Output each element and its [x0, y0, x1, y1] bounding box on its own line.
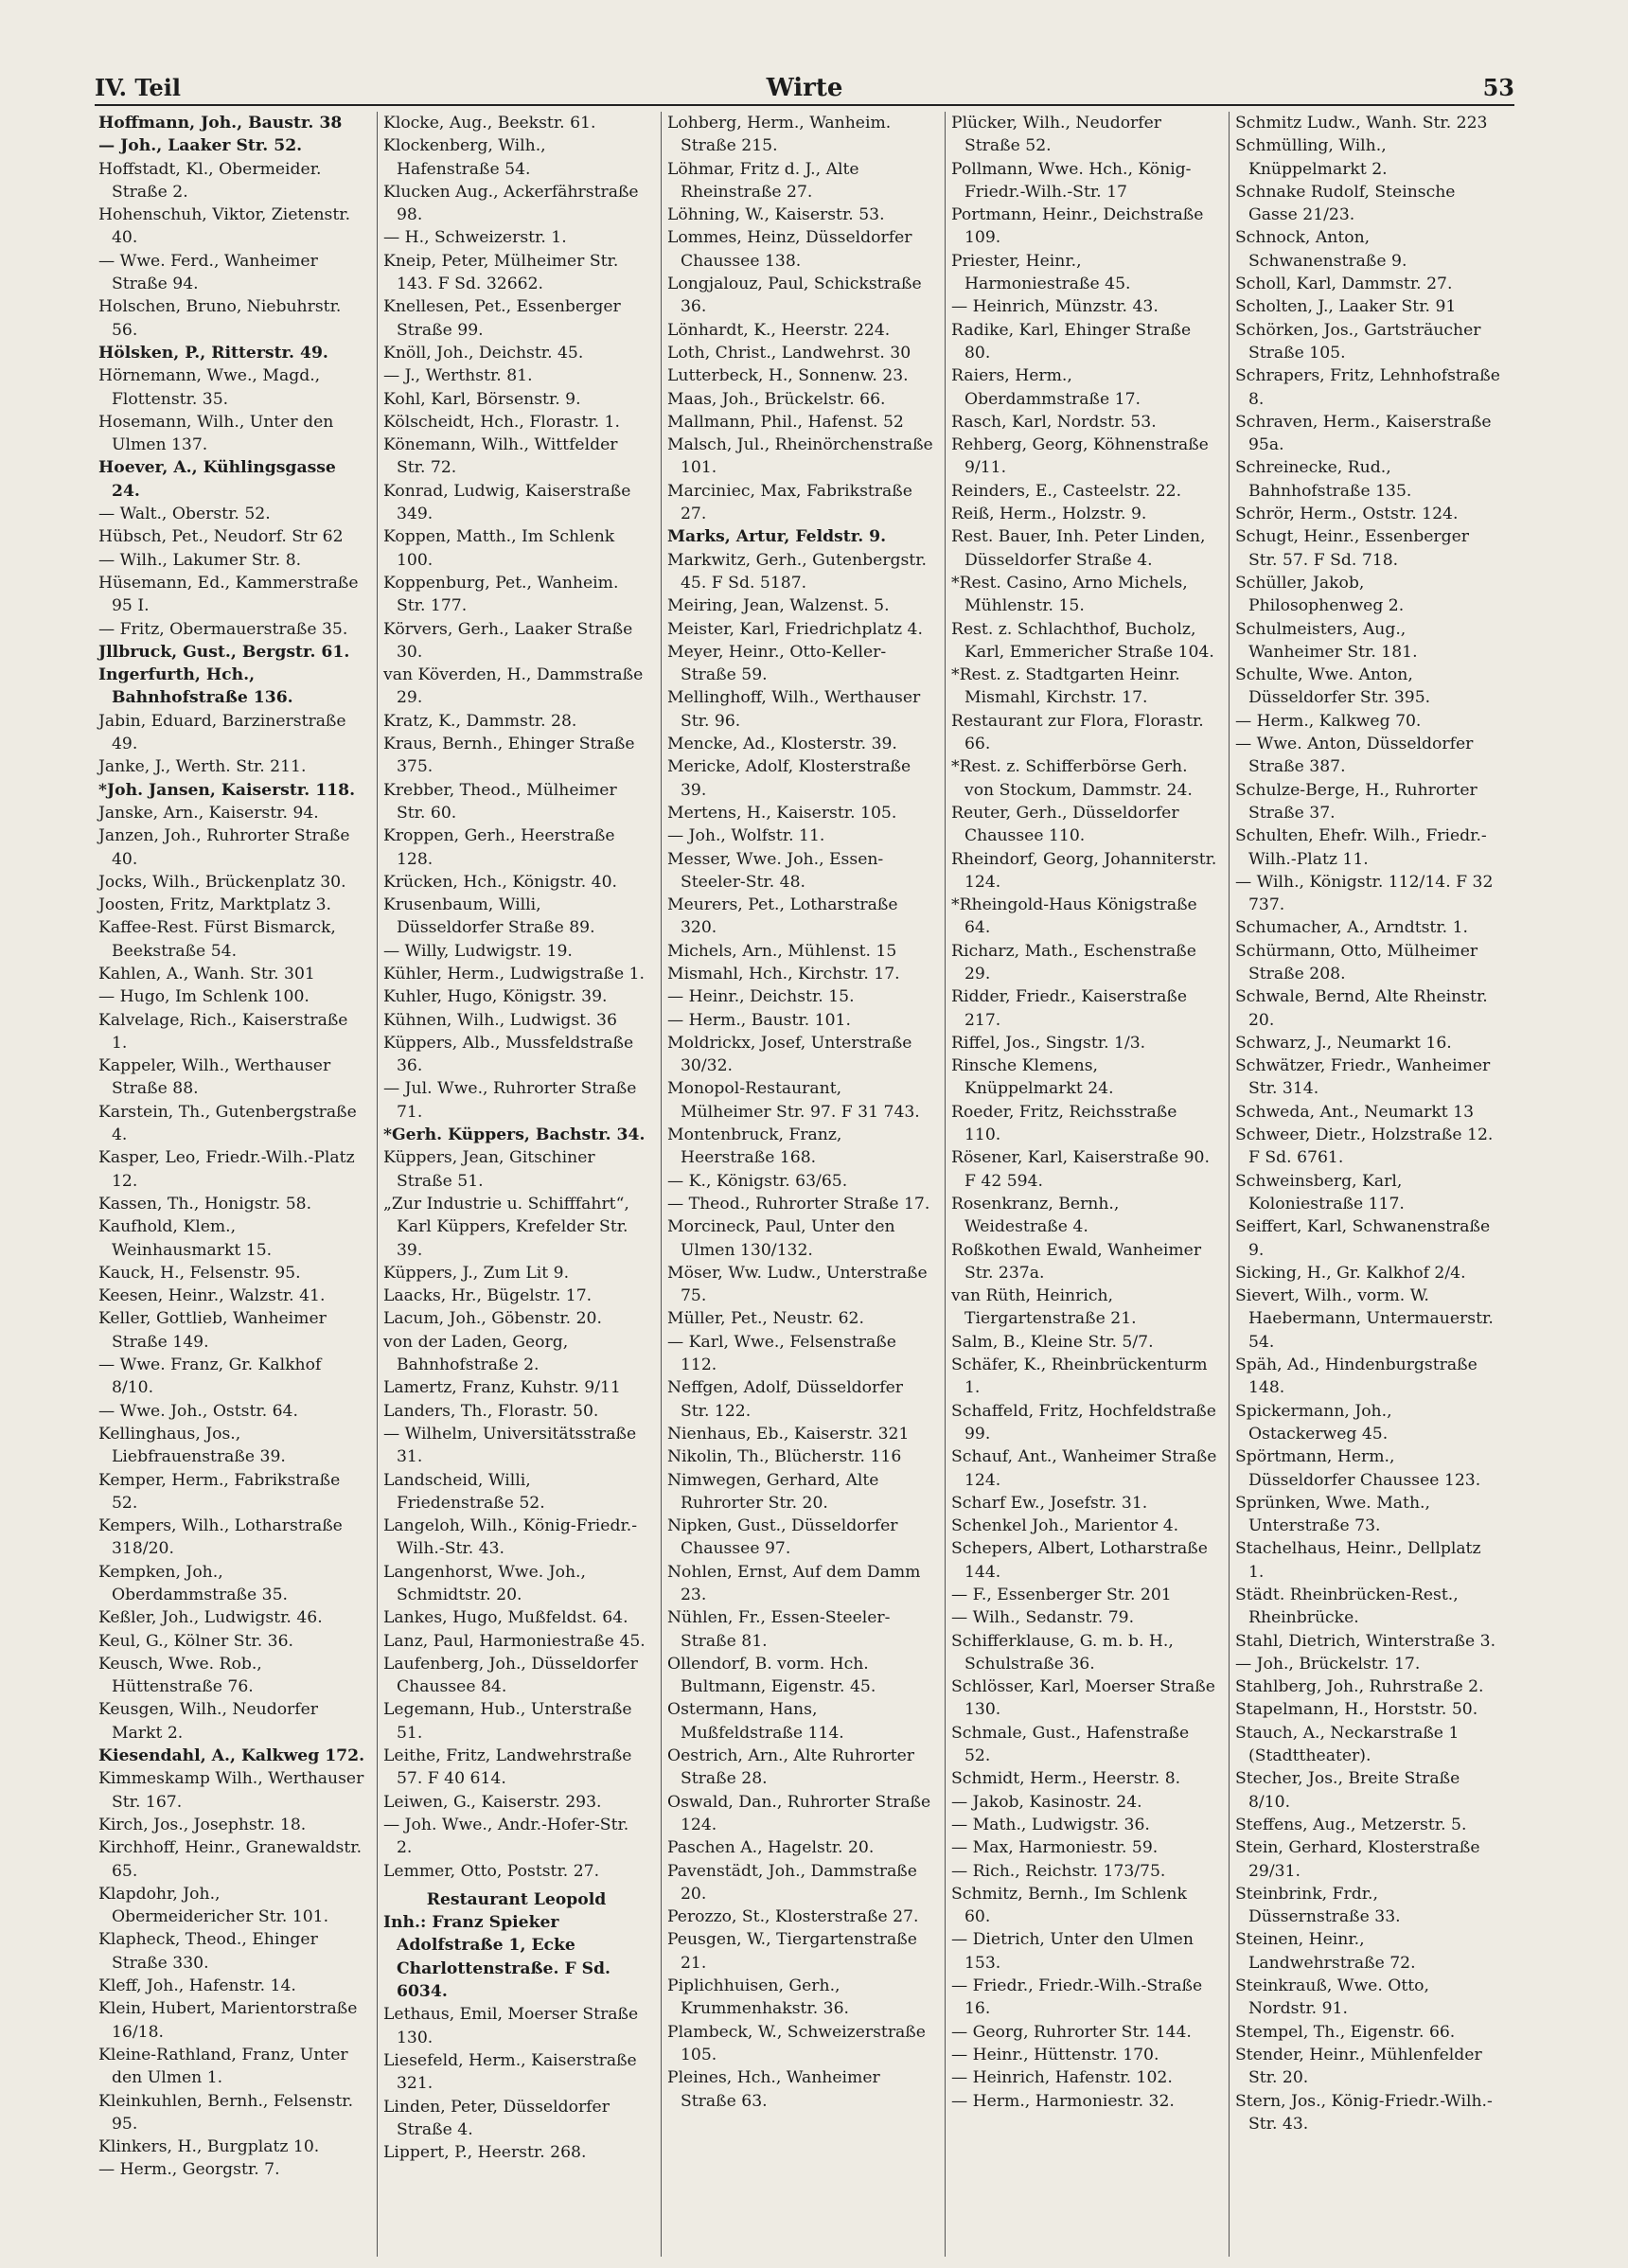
- directory-entry: — Joh. Wwe., Andr.-Hofer-Str. 2.: [383, 1815, 629, 1858]
- directory-entry: Krücken, Hch., Königstr. 40.: [383, 872, 618, 892]
- directory-entry: Marks, Artur, Feldstr. 9.: [667, 527, 887, 547]
- directory-entry: Schauf, Ant., Wanheimer Straße 124.: [951, 1447, 1217, 1490]
- directory-entry: Keesen, Heinr., Walzstr. 41.: [98, 1286, 326, 1306]
- directory-entry: — J., Werthstr. 81.: [383, 366, 533, 386]
- directory-entry: Koppen, Matth., Im Schlenk 100.: [383, 527, 615, 570]
- directory-entry: Hosemann, Wilh., Unter den Ulmen 137.: [98, 412, 334, 455]
- directory-entry: Klocke, Aug., Beekstr. 61.: [383, 114, 596, 133]
- column-2: [377, 112, 653, 2257]
- directory-entry: Schnock, Anton, Schwanenstraße 9.: [1235, 228, 1407, 271]
- directory-entry: Ingerfurth, Hch., Bahnhofstraße 136.: [98, 665, 293, 708]
- directory-entry: Lommes, Heinz, Düsseldorfer Chaussee 138.: [667, 228, 912, 271]
- directory-entry: Hohenschuh, Viktor, Zietenstr. 40.: [98, 205, 351, 248]
- directory-entry: Pollmann, Wwe. Hch., König-Friedr.-Wilh.-Str. 17: [951, 159, 1192, 202]
- directory-entry: Scharf Ew., Josefstr. 31.: [951, 1493, 1148, 1513]
- directory-entry: Keusch, Wwe. Rob., Hüttenstraße 76.: [98, 1654, 262, 1697]
- directory-entry: Scholten, J., Laaker Str. 91: [1235, 297, 1457, 317]
- directory-entry: — Herm., Harmoniestr. 32.: [951, 2091, 1175, 2111]
- page-header: [95, 74, 1514, 114]
- directory-entry: Steffens, Aug., Metzerstr. 5.: [1235, 1815, 1467, 1834]
- directory-entry: Laacks, Hr., Bügelstr. 17.: [383, 1286, 593, 1306]
- directory-entry: Riffel, Jos., Singstr. 1/3.: [951, 1033, 1146, 1053]
- directory-entry: Krebber, Theod., Mülheimer Str. 60.: [383, 780, 617, 823]
- directory-entry: Landscheid, Willi, Friedenstraße 52.: [383, 1470, 545, 1513]
- directory-entry: Ostermann, Hans, Mußfeldstraße 114.: [667, 1700, 844, 1743]
- directory-entry: Malsch, Jul., Rheinörchenstraße 101.: [667, 435, 933, 478]
- directory-entry: — K., Königstr. 63/65.: [667, 1171, 848, 1191]
- directory-entry: Schäfer, K., Rheinbrückenturm 1.: [951, 1355, 1208, 1398]
- directory-entry: — Wwe. Franz, Gr. Kalkhof 8/10.: [98, 1355, 322, 1398]
- directory-entry: Kalvelage, Rich., Kaiserstraße 1.: [98, 1010, 348, 1053]
- directory-entry: Kassen, Th., Honigstr. 58.: [98, 1194, 312, 1214]
- directory-entry: Lönhardt, K., Heerstr. 224.: [667, 320, 891, 340]
- directory-entry: — Jul. Wwe., Ruhrorter Straße 71.: [383, 1079, 637, 1122]
- directory-entry: Stahl, Dietrich, Winterstraße 3.: [1235, 1631, 1496, 1651]
- directory-entry: Leiwen, G., Kaiserstr. 293.: [383, 1792, 602, 1812]
- directory-entry: Stahlberg, Joh., Ruhrstraße 2.: [1235, 1677, 1484, 1697]
- directory-entry: Liesefeld, Herm., Kaiserstraße 321.: [383, 2050, 637, 2094]
- directory-entry: Schmitz Ludw., Wanh. Str. 223: [1235, 114, 1488, 133]
- directory-entry: Rest. Bauer, Inh. Peter Linden, Düsseldorfer Straße 4.: [951, 527, 1206, 570]
- directory-entry: Langenhorst, Wwe. Joh., Schmidtstr. 20.: [383, 1562, 586, 1604]
- directory-entry: — Wilh., Lakumer Str. 8.: [98, 550, 302, 570]
- directory-entry: Portmann, Heinr., Deichstraße 109.: [951, 205, 1204, 248]
- directory-entry: Kappeler, Wilh., Werthauser Straße 88.: [98, 1056, 331, 1099]
- directory-entry: Kuhler, Hugo, Königstr. 39.: [383, 987, 608, 1007]
- directory-entry: Rosenkranz, Bernh., Weidestraße 4.: [951, 1194, 1120, 1237]
- directory-entry: Perozzo, St., Klosterstraße 27.: [667, 1907, 919, 1927]
- directory-entry: Messer, Wwe. Joh., Essen-Steeler-Str. 48.: [667, 849, 884, 892]
- directory-entry: Michels, Arn., Mühlenst. 15: [667, 941, 897, 961]
- directory-entry: Steinkrauß, Wwe. Otto, Nordstr. 91.: [1235, 1976, 1429, 2019]
- directory-entry: Hoever, A., Kühlingsgasse 24.: [98, 458, 336, 501]
- directory-entry: — F., Essenberger Str. 201: [951, 1586, 1172, 1604]
- directory-entry: Küppers, Jean, Gitschiner Straße 51.: [383, 1148, 595, 1191]
- directory-entry: — Wwe. Ferd., Wanheimer Straße 94.: [98, 251, 318, 294]
- directory-entry: Rinsche Klemens, Knüppelmarkt 24.: [951, 1056, 1114, 1099]
- directory-entry: „Zur Industrie u. Schifffahrt“, Karl Küppers, Krefelder Str. 39.: [383, 1194, 629, 1260]
- directory-entry: Holschen, Bruno, Niebuhrstr. 56.: [98, 297, 342, 340]
- directory-entry: Lemmer, Otto, Poststr. 27.: [383, 1861, 600, 1881]
- directory-entry: Kirchhoff, Heinr., Granewaldstr. 65.: [98, 1838, 363, 1881]
- directory-entry: Küppers, J., Zum Lit 9.: [383, 1263, 570, 1283]
- directory-entry: *Rest. z. Stadtgarten Heinr. Mismahl, Kirchstr. 17.: [951, 665, 1180, 708]
- directory-entry: Hörnemann, Wwe., Magd., Flottenstr. 35.: [98, 366, 321, 409]
- directory-entry: — Heinrich, Hafenstr. 102.: [951, 2068, 1173, 2088]
- directory-entry: Schenkel Joh., Marientor 4.: [951, 1516, 1179, 1536]
- directory-entry: Rest. z. Schlachthof, Bucholz, Karl, Emmericher Straße 104.: [951, 619, 1214, 662]
- directory-entry: Klapdohr, Joh., Obermeidericher Str. 101.: [98, 1884, 329, 1927]
- directory-entry: — Hugo, Im Schlenk 100.: [98, 987, 310, 1007]
- directory-entry: Nipken, Gust., Düsseldorfer Chaussee 97.: [667, 1516, 898, 1559]
- column-4: [945, 112, 1221, 2257]
- directory-entry: Stapelmann, H., Horststr. 50.: [1235, 1700, 1478, 1720]
- directory-entry: Schulte, Wwe. Anton, Düsseldorfer Str. 395.: [1235, 665, 1431, 708]
- directory-entry: Kleinkuhlen, Bernh., Felsenstr. 95.: [98, 2091, 354, 2134]
- directory-entry: Priester, Heinr., Harmoniestraße 45.: [951, 251, 1131, 294]
- directory-entry: van Köverden, H., Dammstraße 29.: [383, 665, 644, 708]
- directory-entry: Schwale, Bernd, Alte Rheinstr. 20.: [1235, 987, 1488, 1030]
- directory-entry: von der Laden, Georg, Bahnhofstraße 2.: [383, 1332, 569, 1375]
- directory-entry: Schifferklause, G. m. b. H., Schulstraße 36.: [951, 1631, 1174, 1674]
- directory-entry: Schmitz, Bernh., Im Schlenk 60.: [951, 1884, 1187, 1927]
- page-number: 53: [1482, 74, 1514, 101]
- directory-entry: — Georg, Ruhrorter Str. 144.: [951, 2022, 1192, 2042]
- directory-entry: Kneip, Peter, Mülheimer Str. 143. F Sd. 32662.: [383, 251, 619, 294]
- directory-entry: Konrad, Ludwig, Kaiserstraße 349.: [383, 481, 631, 524]
- directory-entry: Mallmann, Phil., Hafenst. 52: [667, 412, 904, 432]
- directory-entry: Reuter, Gerh., Düsseldorfer Chaussee 110.: [951, 803, 1179, 846]
- directory-entry: Kemper, Herm., Fabrikstraße 52.: [98, 1470, 341, 1513]
- directory-entry: Schugt, Heinr., Essenberger Str. 57. F Sd. 718.: [1235, 527, 1470, 570]
- directory-entry: — Wilhelm, Universitätsstraße 31.: [383, 1424, 637, 1467]
- directory-entry: Nikolin, Th., Blücherstr. 116: [667, 1447, 902, 1467]
- directory-entry: Mellinghoff, Wilh., Werthauser Str. 96.: [667, 688, 921, 731]
- directory-entry: — Dietrich, Unter den Ulmen 153.: [951, 1930, 1194, 1973]
- directory-entry: Legemann, Hub., Unterstraße 51.: [383, 1700, 632, 1743]
- directory-entry: Steinen, Heinr., Landwehrstraße 72.: [1235, 1930, 1416, 1973]
- directory-entry: Koppenburg, Pet., Wanheim. Str. 177.: [383, 573, 619, 616]
- directory-entry: Laufenberg, Joh., Düsseldorfer Chaussee 84.: [383, 1654, 638, 1697]
- directory-entry: Klapheck, Theod., Ehinger Straße 330.: [98, 1930, 318, 1973]
- directory-entry: Raiers, Herm., Oberdammstraße 17.: [951, 366, 1141, 409]
- directory-entry: Spörtmann, Herm., Düsseldorfer Chaussee 123.: [1235, 1447, 1481, 1490]
- directory-entry: Kratz, K., Dammstr. 28.: [383, 711, 577, 731]
- directory-entry: Ollendorf, B. vorm. Hch. Bultmann, Eigenstr. 45.: [667, 1654, 876, 1697]
- directory-entry: Meurers, Pet., Lotharstraße 320.: [667, 895, 898, 938]
- directory-entry: Kauck, H., Felsenstr. 95.: [98, 1263, 301, 1283]
- directory-entry: Montenbruck, Franz, Heerstraße 168.: [667, 1125, 842, 1168]
- directory-entry: Müller, Pet., Neustr. 62.: [667, 1309, 864, 1329]
- directory-entry: Steinbrink, Frdr., Düssernstraße 33.: [1235, 1884, 1401, 1927]
- directory-entry: — Math., Ludwigstr. 36.: [951, 1815, 1150, 1834]
- directory-entry: Nienhaus, Eb., Kaiserstr. 321: [667, 1424, 910, 1444]
- directory-entry: Klein, Hubert, Marientorstraße 16/18.: [98, 1999, 358, 2042]
- directory-entry: Nimwegen, Gerhard, Alte Ruhrorter Str. 20.: [667, 1470, 879, 1513]
- directory-entry: Keller, Gottlieb, Wanheimer Straße 149.: [98, 1309, 327, 1352]
- directory-entry: Ridder, Friedr., Kaiserstraße 217.: [951, 987, 1188, 1030]
- column-5: [1229, 112, 1505, 2257]
- directory-entry: Maas, Joh., Brückelstr. 66.: [667, 389, 886, 409]
- directory-entry: — Heinr., Deichstr. 15.: [667, 987, 855, 1007]
- directory-entry: van Rüth, Heinrich, Tiergartenstraße 21.: [951, 1286, 1137, 1329]
- directory-entry: Schulze-Berge, H., Ruhrorter Straße 37.: [1235, 780, 1478, 823]
- directory-entry: Seiffert, Karl, Schwanenstraße 9.: [1235, 1217, 1491, 1260]
- directory-entry: — H., Schweizerstr. 1.: [383, 228, 567, 248]
- directory-entry: Lippert, P., Heerstr. 268.: [383, 2143, 587, 2163]
- directory-entry: Kaffee-Rest. Fürst Bismarck, Beekstraße 54.: [98, 918, 336, 961]
- directory-entry: Späh, Ad., Hindenburgstraße 148.: [1235, 1355, 1478, 1398]
- directory-entry: Schreinecke, Rud., Bahnhofstraße 135.: [1235, 458, 1412, 501]
- directory-entry: Kasper, Leo, Friedr.-Wilh.-Platz 12.: [98, 1148, 355, 1191]
- directory-entry: Klucken Aug., Ackerfährstraße 98.: [383, 182, 639, 225]
- directory-entry: Stender, Heinr., Mühlenfelder Str. 20.: [1235, 2045, 1482, 2088]
- directory-entry: Lankes, Hugo, Mußfeldst. 64.: [383, 1608, 628, 1628]
- directory-entry: — Herm., Georgstr. 7.: [98, 2160, 280, 2180]
- directory-entry: Küppers, Alb., Mussfeldstraße 36.: [383, 1033, 634, 1076]
- directory-entry: Kahlen, A., Wanh. Str. 301: [98, 964, 315, 983]
- directory-entry: Klinkers, H., Burgplatz 10.: [98, 2137, 320, 2157]
- directory-entry: Lamertz, Franz, Kuhstr. 9/11: [383, 1378, 621, 1398]
- directory-entry: Knellesen, Pet., Essenberger Straße 99.: [383, 297, 621, 340]
- directory-entry: Paschen A., Hagelstr. 20.: [667, 1838, 875, 1858]
- directory-entry: Oswald, Dan., Ruhrorter Straße 124.: [667, 1792, 931, 1834]
- directory-entry: — Max, Harmoniestr. 59.: [951, 1838, 1159, 1858]
- directory-entry: Lohberg, Herm., Wanheim. Straße 215.: [667, 114, 892, 156]
- directory-entry: Schaffeld, Fritz, Hochfeldstraße 99.: [951, 1401, 1216, 1444]
- directory-entry: Kühnen, Wilh., Ludwigst. 36: [383, 1010, 617, 1030]
- directory-entry: Longjalouz, Paul, Schickstraße 36.: [667, 275, 922, 317]
- directory-entry: Janke, J., Werth. Str. 211.: [98, 757, 307, 777]
- directory-entry: Kimmeskamp Wilh., Werthauser Str. 167.: [98, 1769, 364, 1812]
- directory-entry: — Theod., Ruhrorter Straße 17.: [667, 1194, 930, 1214]
- directory-entry: — Walt., Oberstr. 52.: [98, 505, 271, 524]
- directory-entry: Schlösser, Karl, Moerser Straße 130.: [951, 1677, 1215, 1720]
- directory-entry: Neffgen, Adolf, Düsseldorfer Str. 122.: [667, 1378, 904, 1421]
- directory-entry: *Joh. Jansen, Kaiserstr. 118.: [98, 780, 356, 800]
- directory-entry: Kempers, Wilh., Lotharstraße 318/20.: [98, 1516, 343, 1559]
- directory-entry: Restaurant zur Flora, Florastr. 66.: [951, 711, 1204, 754]
- directory-entry: Hölsken, P., Ritterstr. 49.: [98, 343, 328, 363]
- directory-entry: Rasch, Karl, Nordstr. 53.: [951, 412, 1157, 432]
- directory-entry: Richarz, Math., Eschenstraße 29.: [951, 941, 1196, 983]
- directory-entry: Stecher, Jos., Breite Straße 8/10.: [1235, 1769, 1460, 1812]
- directory-entry: Nohlen, Ernst, Auf dem Damm 23.: [667, 1562, 921, 1604]
- directory-entry: Kellinghaus, Jos., Liebfrauenstraße 39.: [98, 1424, 286, 1467]
- directory-entry: Langeloh, Wilh., König-Friedr.-Wilh.-Str. 43.: [383, 1516, 638, 1559]
- directory-entry: Janzen, Joh., Ruhrorter Straße 40.: [98, 826, 350, 869]
- directory-entry: — Heinrich, Münzstr. 43.: [951, 297, 1159, 317]
- directory-entry: — Wilh., Königstr. 112/14. F 32 737.: [1235, 872, 1494, 915]
- directory-entry: Leithe, Fritz, Landwehrstraße 57. F 40 614.: [383, 1746, 632, 1789]
- directory-entry: Joosten, Fritz, Marktplatz 3.: [98, 895, 331, 915]
- directory-entry: Reiß, Herm., Holzstr. 9.: [951, 505, 1147, 524]
- directory-entry: Kühler, Herm., Ludwigstraße 1.: [383, 964, 645, 983]
- directory-entry: — Joh., Laaker Str. 52.: [98, 136, 303, 156]
- directory-entry: Stein, Gerhard, Klosterstraße 29/31.: [1235, 1838, 1480, 1881]
- directory-entry: Lethaus, Emil, Moerser Straße 130.: [383, 2005, 639, 2047]
- directory-entry: Jabin, Eduard, Barzinerstraße 49.: [98, 711, 346, 754]
- directory-entry: Meyer, Heinr., Otto-Keller-Straße 59.: [667, 642, 887, 685]
- directory-entry: — Willy, Ludwigstr. 19.: [383, 941, 573, 961]
- directory-entry: Markwitz, Gerh., Gutenbergstr. 45. F Sd. 5187.: [667, 550, 928, 593]
- header-rule: [95, 104, 1514, 106]
- directory-entry: Schmülling, Wilh., Knüppelmarkt 2.: [1235, 136, 1388, 179]
- directory-entry: — Friedr., Friedr.-Wilh.-Straße 16.: [951, 1976, 1203, 2019]
- directory-entry: Mericke, Adolf, Klosterstraße 39.: [667, 757, 911, 800]
- column-3: [661, 112, 937, 2257]
- directory-entry: Hübsch, Pet., Neudorf. Str 62: [98, 527, 344, 547]
- directory-entry: Schwätzer, Friedr., Wanheimer Str. 314.: [1235, 1056, 1491, 1099]
- directory-entry: Restaurant Leopold: [426, 1889, 607, 1909]
- directory-entry: Kroppen, Gerh., Heerstraße 128.: [383, 826, 615, 869]
- directory-entry: Radike, Karl, Ehinger Straße 80.: [951, 320, 1192, 363]
- directory-entry: Pavenstädt, Joh., Dammstraße 20.: [667, 1861, 917, 1904]
- directory-entry: — Heinr., Hüttenstr. 170.: [951, 2045, 1159, 2064]
- directory-entry: Plambeck, W., Schweizerstraße 105.: [667, 2022, 926, 2064]
- directory-entry: Könemann, Wilh., Wittfelder Str. 72.: [383, 435, 618, 478]
- column-1: [93, 112, 369, 2257]
- page-title: Wirte: [766, 74, 843, 102]
- section-label: IV. Teil: [95, 74, 181, 101]
- directory-entry: Meiring, Jean, Walzenst. 5.: [667, 596, 890, 616]
- directory-entry: Schweda, Ant., Neumarkt 13: [1235, 1102, 1475, 1122]
- directory-entry: *Gerh. Küppers, Bachstr. 34.: [383, 1125, 646, 1145]
- directory-entry: Jllbruck, Gust., Bergstr. 61.: [98, 642, 350, 662]
- directory-entry: — Herm., Kalkweg 70.: [1235, 711, 1422, 731]
- directory-entry: Stauch, A., Neckarstraße 1 (Stadttheater).: [1235, 1723, 1460, 1766]
- directory-entry: — Karl, Wwe., Felsenstraße 112.: [667, 1332, 896, 1375]
- directory-entry: Mencke, Ad., Klosterstr. 39.: [667, 735, 897, 754]
- directory-entry: Sicking, H., Gr. Kalkhof 2/4.: [1235, 1263, 1466, 1283]
- directory-entry: Schulmeisters, Aug., Wanheimer Str. 181.: [1235, 619, 1418, 662]
- directory-entry: Städt. Rheinbrücken-Rest., Rheinbrücke.: [1235, 1586, 1459, 1628]
- directory-entry: Kraus, Bernh., Ehinger Straße 375.: [383, 735, 635, 777]
- directory-entry: Kohl, Karl, Börsenstr. 9.: [383, 389, 581, 409]
- directory-entry: Landers, Th., Florastr. 50.: [383, 1401, 599, 1421]
- directory-entry: Pleines, Hch., Wanheimer Straße 63.: [667, 2068, 880, 2111]
- directory-entry: Schraven, Herm., Kaiserstraße 95a.: [1235, 412, 1492, 455]
- directory-entry: — Fritz, Obermauerstraße 35.: [98, 619, 348, 639]
- directory-entry: Rösener, Karl, Kaiserstraße 90. F 42 594.: [951, 1148, 1210, 1191]
- directory-entry: — Herm., Baustr. 101.: [667, 1010, 851, 1030]
- directory-entry: Kleff, Joh., Hafenstr. 14.: [98, 1976, 296, 1996]
- directory-entry: Schulten, Ehefr. Wilh., Friedr.-Wilh.-Platz 11.: [1235, 826, 1487, 869]
- directory-entry: Meister, Karl, Friedrichplatz 4.: [667, 619, 923, 639]
- directory-entry: — Wwe. Anton, Düsseldorfer Straße 387.: [1235, 735, 1474, 777]
- directory-entry: Plücker, Wilh., Neudorfer Straße 52.: [951, 114, 1162, 156]
- directory-entry: Reinders, E., Casteelstr. 22.: [951, 481, 1182, 501]
- directory-entry: Schmale, Gust., Hafenstraße 52.: [951, 1723, 1190, 1766]
- directory-entry: — Joh., Brückelstr. 17.: [1235, 1654, 1421, 1674]
- directory-entry: Kempken, Joh., Oberdammstraße 35.: [98, 1562, 288, 1604]
- directory-entry: Scholl, Karl, Dammstr. 27.: [1235, 275, 1453, 294]
- directory-entry: Spickermann, Joh., Ostackerweg 45.: [1235, 1401, 1392, 1444]
- directory-entry: Schweinsberg, Karl, Koloniestraße 117.: [1235, 1171, 1405, 1214]
- directory-entry: Lacum, Joh., Göbenstr. 20.: [383, 1309, 602, 1329]
- directory-entry: Hoffmann, Joh., Baustr. 38: [98, 114, 343, 133]
- directory-entry: Peusgen, W., Tiergartenstraße 21.: [667, 1930, 917, 1973]
- directory-entry: Schrör, Herm., Oststr. 124.: [1235, 505, 1459, 524]
- directory-entry: Kaufhold, Klem., Weinhausmarkt 15.: [98, 1217, 273, 1260]
- directory-entry: Schumacher, A., Arndtstr. 1.: [1235, 918, 1468, 938]
- directory-entry: Moldrickx, Josef, Unterstraße 30/32.: [667, 1033, 912, 1076]
- directory-entry: Salm, B., Kleine Str. 5/7.: [951, 1332, 1154, 1352]
- directory-entry: Loth, Christ., Landwehrst. 30: [667, 343, 911, 363]
- directory-columns: [93, 112, 1509, 2260]
- directory-entry: Knöll, Joh., Deichstr. 45.: [383, 343, 584, 363]
- directory-entry: Sprünken, Wwe. Math., Unterstraße 73.: [1235, 1493, 1430, 1536]
- directory-entry: Hoffstadt, Kl., Obermeider. Straße 2.: [98, 159, 322, 202]
- directory-entry: Löhning, W., Kaiserstr. 53.: [667, 205, 885, 225]
- directory-entry: Piplichhuisen, Gerh., Krummenhakstr. 36.: [667, 1976, 850, 2019]
- directory-entry: Kölscheidt, Hch., Florastr. 1.: [383, 412, 620, 432]
- directory-entry: Karstein, Th., Gutenbergstraße 4.: [98, 1102, 357, 1145]
- directory-entry: Keul, G., Kölner Str. 36.: [98, 1631, 293, 1651]
- directory-entry: *Rest. z. Schifferbörse Gerh. von Stockum, Dammstr. 24.: [951, 757, 1193, 800]
- directory-entry: Schürmann, Otto, Mülheimer Straße 208.: [1235, 941, 1478, 983]
- directory-entry: *Rheingold-Haus Königstraße 64.: [951, 895, 1197, 938]
- directory-entry: — Rich., Reichstr. 173/75.: [951, 1861, 1166, 1881]
- directory-entry: Lanz, Paul, Harmoniestraße 45.: [383, 1631, 646, 1651]
- directory-entry: Körvers, Gerh., Laaker Straße 30.: [383, 619, 633, 662]
- directory-entry: Monopol-Restaurant, Mülheimer Str. 97. F 31 743.: [667, 1079, 920, 1122]
- directory-entry: Oestrich, Arn., Alte Ruhrorter Straße 28.: [667, 1746, 915, 1789]
- directory-entry: Rheindorf, Georg, Johanniterstr. 124.: [951, 849, 1217, 892]
- directory-entry: Kiesendahl, A., Kalkweg 172.: [98, 1746, 365, 1766]
- directory-entry: Schepers, Albert, Lotharstraße 144.: [951, 1539, 1208, 1582]
- directory-entry: Marciniec, Max, Fabrikstraße 27.: [667, 481, 912, 524]
- directory-entry: Mertens, H., Kaiserstr. 105.: [667, 803, 897, 823]
- directory-entry: Schrapers, Fritz, Lehnhofstraße 8.: [1235, 366, 1500, 409]
- directory-entry: — Wwe. Joh., Oststr. 64.: [98, 1401, 298, 1421]
- directory-entry: Löhmar, Fritz d. J., Alte Rheinstraße 27.: [667, 159, 859, 202]
- directory-entry: Janske, Arn., Kaiserstr. 94.: [98, 803, 319, 823]
- directory-entry: Klockenberg, Wilh., Hafenstraße 54.: [383, 136, 546, 179]
- directory-entry: — Wilh., Sedanstr. 79.: [951, 1608, 1135, 1628]
- directory-entry: Krusenbaum, Willi, Düsseldorfer Straße 89.: [383, 895, 595, 938]
- directory-entry: Morcineck, Paul, Unter den Ulmen 130/132.: [667, 1217, 895, 1260]
- directory-entry: Roßkothen Ewald, Wanheimer Str. 237a.: [951, 1240, 1202, 1283]
- directory-entry: Schnake Rudolf, Steinsche Gasse 21/23.: [1235, 182, 1456, 225]
- directory-entry: Schweer, Dietr., Holzstraße 12. F Sd. 6761.: [1235, 1125, 1494, 1168]
- directory-entry: Stern, Jos., König-Friedr.-Wilh.-Str. 43.: [1235, 2091, 1493, 2134]
- directory-entry: Schörken, Jos., Gartsträucher Straße 105.: [1235, 320, 1481, 363]
- directory-entry: Schüller, Jakob, Philosophenweg 2.: [1235, 573, 1405, 616]
- directory-entry: Stachelhaus, Heinr., Dellplatz 1.: [1235, 1539, 1481, 1582]
- directory-entry: Kleine-Rathland, Franz, Unter den Ulmen 1.: [98, 2045, 348, 2088]
- directory-entry: Kirch, Jos., Josephstr. 18.: [98, 1815, 307, 1834]
- directory-entry: Roeder, Fritz, Reichsstraße 110.: [951, 1102, 1177, 1145]
- directory-entry: Stempel, Th., Eigenstr. 66.: [1235, 2022, 1456, 2042]
- directory-entry: Sievert, Wilh., vorm. W. Haebermann, Untermauerstr. 54.: [1235, 1286, 1494, 1352]
- directory-entry: Schwarz, J., Neumarkt 16.: [1235, 1033, 1452, 1053]
- directory-entry: *Rest. Casino, Arno Michels, Mühlenstr. 15.: [951, 573, 1188, 616]
- directory-entry: Möser, Ww. Ludw., Unterstraße 75.: [667, 1263, 928, 1306]
- directory-entry: Jocks, Wilh., Brückenplatz 30.: [98, 872, 346, 892]
- directory-entry: Inh.: Franz Spieker Adolfstraße 1, Ecke Charlottenstraße. F Sd. 6034.: [383, 1913, 611, 2002]
- directory-entry: — Joh., Wolfstr. 11.: [667, 826, 825, 846]
- directory-entry: Keßler, Joh., Ludwigstr. 46.: [98, 1608, 323, 1628]
- directory-entry: Rehberg, Georg, Köhnenstraße 9/11.: [951, 435, 1209, 478]
- directory-entry: Keusgen, Wilh., Neudorfer Markt 2.: [98, 1700, 319, 1743]
- directory-entry: Lutterbeck, H., Sonnenw. 23.: [667, 366, 909, 386]
- directory-entry: Schmidt, Herm., Heerstr. 8.: [951, 1769, 1181, 1789]
- directory-entry: — Jakob, Kasinostr. 24.: [951, 1792, 1142, 1812]
- directory-entry: Hüsemann, Ed., Kammerstraße 95 I.: [98, 573, 359, 616]
- directory-entry: Linden, Peter, Düsseldorfer Straße 4.: [383, 2097, 610, 2139]
- directory-entry: Mismahl, Hch., Kirchstr. 17.: [667, 964, 900, 983]
- directory-entry: Nühlen, Fr., Essen-Steeler-Straße 81.: [667, 1608, 891, 1651]
